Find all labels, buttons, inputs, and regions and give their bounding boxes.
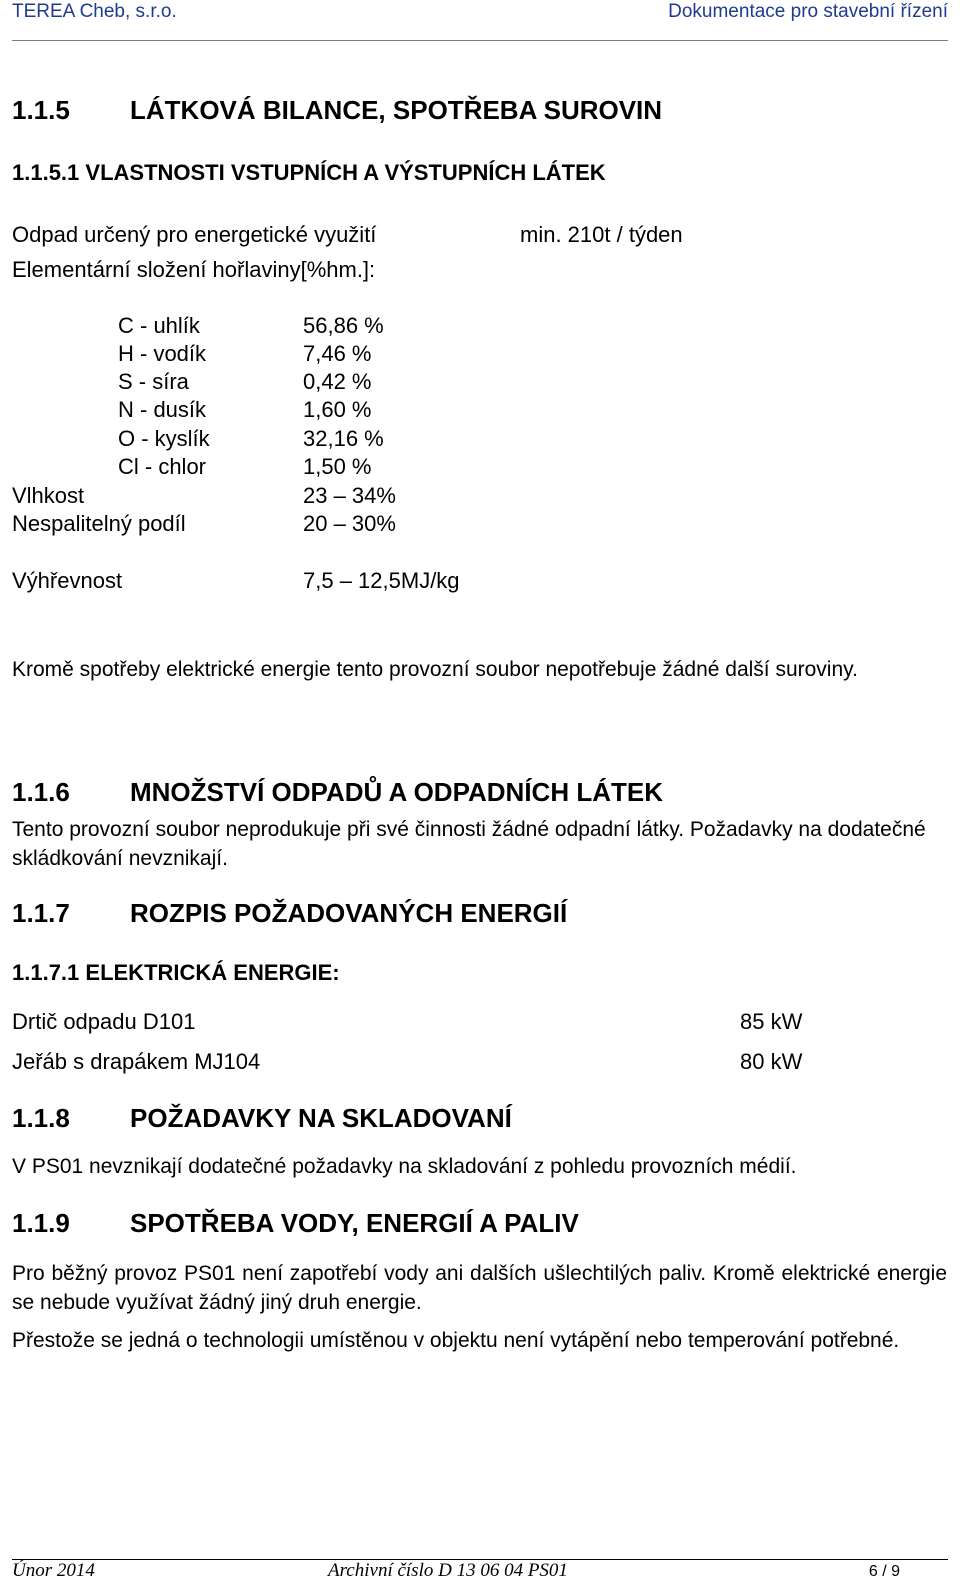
section-1-1-7-title: ROZPIS POŽADOVANÝCH ENERGIÍ [130, 898, 568, 928]
section-1-1-8-title: POŽADAVKY NA SKLADOVANÍ [130, 1103, 512, 1133]
section-1-1-9-number: 1.1.9 [12, 1208, 70, 1238]
section-1-1-5-1-title: 1.1.5.1 VLASTNOSTI VSTUPNÍCH A VÝSTUPNÍCH LÁTEK [12, 160, 606, 185]
component-label: N - dusík [118, 397, 207, 422]
heat-value: 7,5 – 12,5MJ/kg [303, 568, 460, 593]
header-company: TEREA Cheb, s.r.o. [12, 1, 177, 22]
incombustible-label: Nespalitelný podíl [12, 511, 186, 536]
section-1-1-6-number: 1.1.6 [12, 777, 70, 807]
component-value: 0,42 % [303, 369, 372, 394]
component-label: H - vodík [118, 341, 207, 366]
section-1-1-5-title: LÁTKOVÁ BILANCE, SPOTŘEBA SUROVIN [130, 95, 663, 125]
section-1-1-6-text: Tento provozní soubor neprodukuje při své činnosti žádné odpadní látky. Požadavky na dodatečné skládkování nevznikají. [12, 818, 926, 870]
footer-archive-number: Archivní číslo D 13 06 04 PS01 [328, 1560, 568, 1581]
section-1-1-5-number: 1.1.5 [12, 95, 70, 125]
section-1-1-7-number: 1.1.7 [12, 898, 70, 928]
section-1-1-9-paragraph-2: Přestože se jedná o technologii umístěnou v objektu není vytápění nebo temperování potřebné. [12, 1329, 900, 1352]
header-doc-type: Dokumentace pro stavební řízení [668, 1, 948, 22]
component-value: 56,86 % [303, 313, 384, 338]
section-1-1-7-1-title: 1.1.7.1 ELEKTRICKÁ ENERGIE: [12, 960, 340, 985]
component-value: 32,16 % [303, 426, 384, 451]
elemental-label: Elementární složení hořlaviny[%hm.]: [12, 257, 376, 282]
energy-item-value: 85 kW [740, 1009, 803, 1034]
component-value: 7,46 % [303, 341, 372, 366]
energy-item-value: 80 kW [740, 1049, 803, 1074]
section-1-1-8-number: 1.1.8 [12, 1103, 70, 1133]
component-label: S - síra [118, 369, 189, 394]
footer-page-number: 6 / 9 [868, 1563, 900, 1580]
component-label: Cl - chlor [118, 454, 207, 479]
energy-item-label: Drtič odpadu D101 [12, 1009, 196, 1034]
heat-value-label: Výhřevnost [12, 568, 123, 593]
component-value: 1,60 % [303, 397, 372, 422]
header-divider [12, 40, 948, 41]
section-1-1-8-text: V PS01 nevznikají dodatečné požadavky na skladování z pohledu provozních médií. [12, 1155, 797, 1178]
raw-materials-note: Kromě spotřeby elektrické energie tento provozní soubor nepotřebuje žádné další suroviny. [12, 658, 858, 681]
waste-label: Odpad určený pro energetické využití [12, 222, 377, 247]
moisture-label: Vlhkost [12, 483, 85, 508]
waste-value: min. 210t / týden [520, 222, 683, 247]
section-1-1-6-title: MNOŽSTVÍ ODPADŮ A ODPADNÍCH LÁTEK [130, 777, 663, 807]
incombustible-value: 20 – 30% [303, 511, 396, 536]
energy-item-label: Jeřáb s drapákem MJ104 [12, 1049, 261, 1074]
section-1-1-9-paragraph-1: Pro běžný provoz PS01 není zapotřebí vody ani dalších ušlechtilých paliv. Kromě elektrické energie se nebude využívat žádný jiný druh energie. [12, 1262, 947, 1314]
section-1-1-9-title: SPOTŘEBA VODY, ENERGIÍ A PALIV [130, 1208, 579, 1238]
component-label: C - uhlík [118, 313, 200, 338]
moisture-value: 23 – 34% [303, 483, 396, 508]
component-value: 1,50 % [303, 454, 372, 479]
component-label: O - kyslík [118, 426, 210, 451]
footer-date: Únor 2014 [12, 1560, 95, 1581]
